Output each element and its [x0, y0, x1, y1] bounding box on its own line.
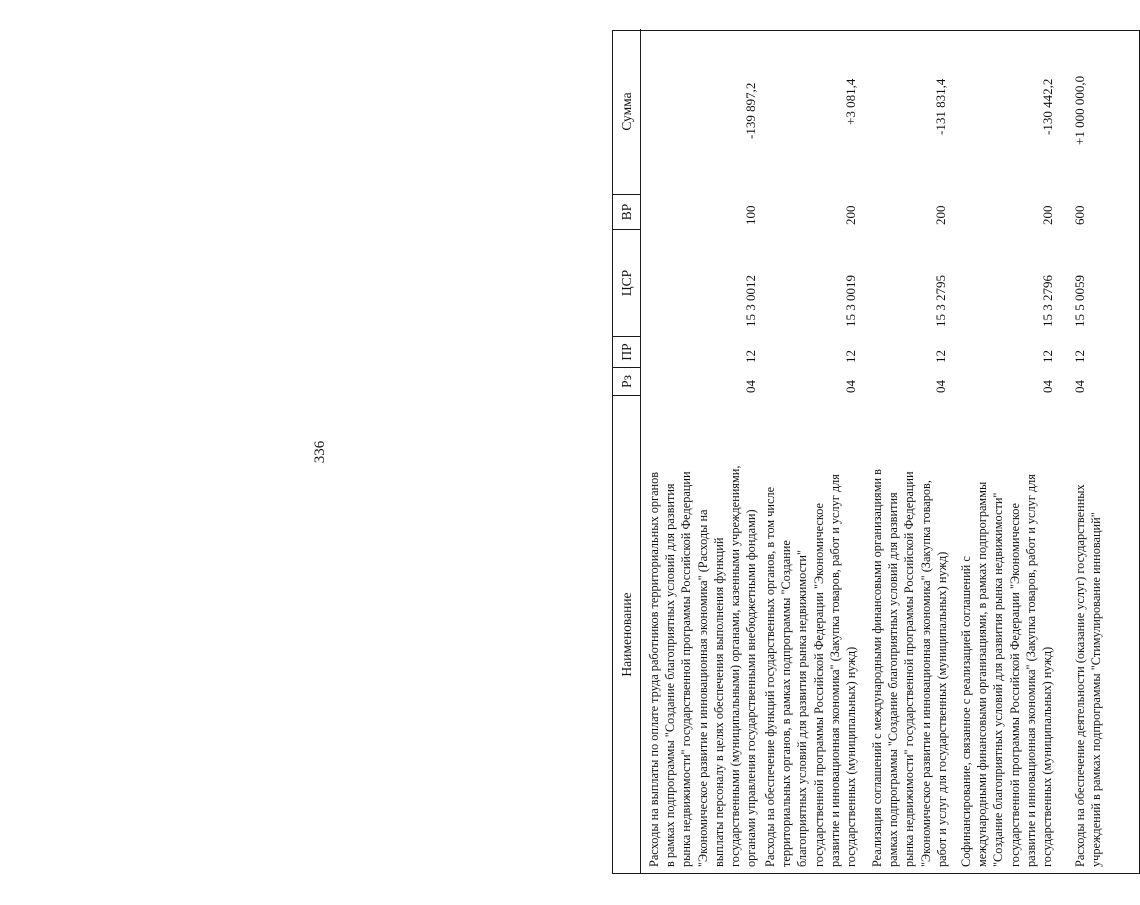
row-vr: 200: [1040, 205, 1055, 225]
row-vr: 200: [933, 205, 948, 225]
header-name: Наименование: [619, 592, 634, 677]
column-divider: [613, 229, 640, 230]
name-line: учреждений в рамках подпрограммы "Стимулирование инноваций": [1089, 512, 1104, 867]
row-pr: 12: [933, 350, 948, 363]
name-line: Расходы на обеспечение функций государственных органов, в том числе: [763, 486, 777, 867]
row-sum: +3 081,4: [843, 78, 858, 125]
name-line: благоприятных условий для развития рынка недвижимости": [795, 549, 810, 867]
row-rz: 04: [843, 380, 858, 393]
row-rz: 04: [933, 380, 948, 393]
name-line: выплаты персоналу в целях обеспечения выполнения функций: [711, 537, 726, 867]
header-vr: ВР: [619, 203, 634, 221]
name-line: в рамках подпрограммы "Создание благоприятных условий для развития: [663, 483, 678, 867]
column-divider: [613, 194, 640, 195]
row-sum: -130 442,2: [1040, 78, 1055, 135]
budget-table: [612, 30, 1140, 874]
row-name: [869, 402, 950, 867]
row-vr: 200: [843, 205, 858, 225]
row-rz: 04: [1040, 380, 1055, 393]
name-line: "Экономическое развитие и инновационная экономика" (Закупка товаров,: [918, 480, 933, 867]
header-rz: Рз: [619, 375, 634, 388]
name-line: Софинансирование, связанное с реализацией соглашений с: [959, 556, 973, 867]
name-line: рынка недвижимости" государственной программы Российской Федерации: [679, 471, 694, 867]
name-line: рамках подпрограммы "Создание благоприятных условий для развития: [886, 492, 901, 867]
name-line: рынка недвижимости" государственной программы Российской Федерации: [902, 471, 917, 867]
header-csr: ЦСР: [619, 269, 634, 297]
header-pr: ПР: [619, 343, 634, 361]
name-line: "Экономическое развитие и инновационная экономика" (Расходы на: [695, 509, 710, 867]
row-sum: +1 000 000,0: [1072, 75, 1087, 145]
name-line: государственных (муниципальных) нужд): [844, 646, 859, 867]
column-divider: [613, 395, 640, 396]
name-line: "Создание благоприятных условий для развития рынка недвижимости": [991, 492, 1006, 867]
row-name: [646, 402, 759, 867]
name-line: работ и услуг для государственных (муниципальных) нужд): [934, 551, 949, 867]
row-rz: 04: [743, 380, 758, 393]
name-line: территориальных органов, в рамках подпрограммы "Создание: [779, 540, 794, 867]
row-csr: 15 5 0059: [1072, 275, 1087, 327]
row-vr: 600: [1072, 205, 1087, 225]
column-divider: [613, 367, 640, 368]
name-line: развитие и инновационная экономика" (Закупка товаров, работ и услуг для: [1023, 474, 1038, 867]
table-header: [613, 29, 641, 873]
name-line: Расходы на обеспечение деятельности (оказание услуг) государственных: [1073, 484, 1087, 867]
name-line: развитие и инновационная экономика" (Закупка товаров, работ и услуг для: [827, 474, 842, 867]
row-name: [762, 402, 859, 867]
row-vr: 100: [743, 205, 758, 225]
name-line: государственных (муниципальных) нужд): [1040, 646, 1055, 867]
row-sum: -131 831,4: [933, 78, 948, 135]
name-line: государственной программы Российской Федерации "Экономическое: [1007, 503, 1022, 867]
row-name: [1072, 402, 1104, 867]
name-line: органами управления государственными внебюджетными фондами): [744, 509, 759, 867]
row-csr: 15 3 0019: [843, 275, 858, 327]
column-divider: [613, 336, 640, 337]
page-number: 336: [312, 440, 328, 464]
row-pr: 12: [1072, 350, 1087, 363]
row-name: [958, 402, 1055, 867]
row-sum: -139 897,2: [743, 82, 758, 139]
row-csr: 15 3 0012: [743, 275, 758, 327]
name-line: государственными (муниципальными) органами, казенными учреждениями,: [728, 465, 743, 867]
row-csr: 15 3 2796: [1040, 275, 1055, 327]
row-pr: 12: [1040, 350, 1055, 363]
row-pr: 12: [743, 350, 758, 363]
row-csr: 15 3 2795: [933, 275, 948, 327]
header-sum: Сумма: [619, 92, 634, 131]
row-pr: 12: [843, 350, 858, 363]
name-line: государственной программы Российской Федерации "Экономическое: [811, 503, 826, 867]
name-line: Расходы на выплаты по оплате труда работников территориальных органов: [647, 471, 661, 867]
name-line: международными финансовыми организациями, в рамках подпрограммы: [975, 481, 990, 867]
name-line: Реализация соглашений с международными финансовыми организациями в: [870, 469, 884, 867]
row-rz: 04: [1072, 380, 1087, 393]
